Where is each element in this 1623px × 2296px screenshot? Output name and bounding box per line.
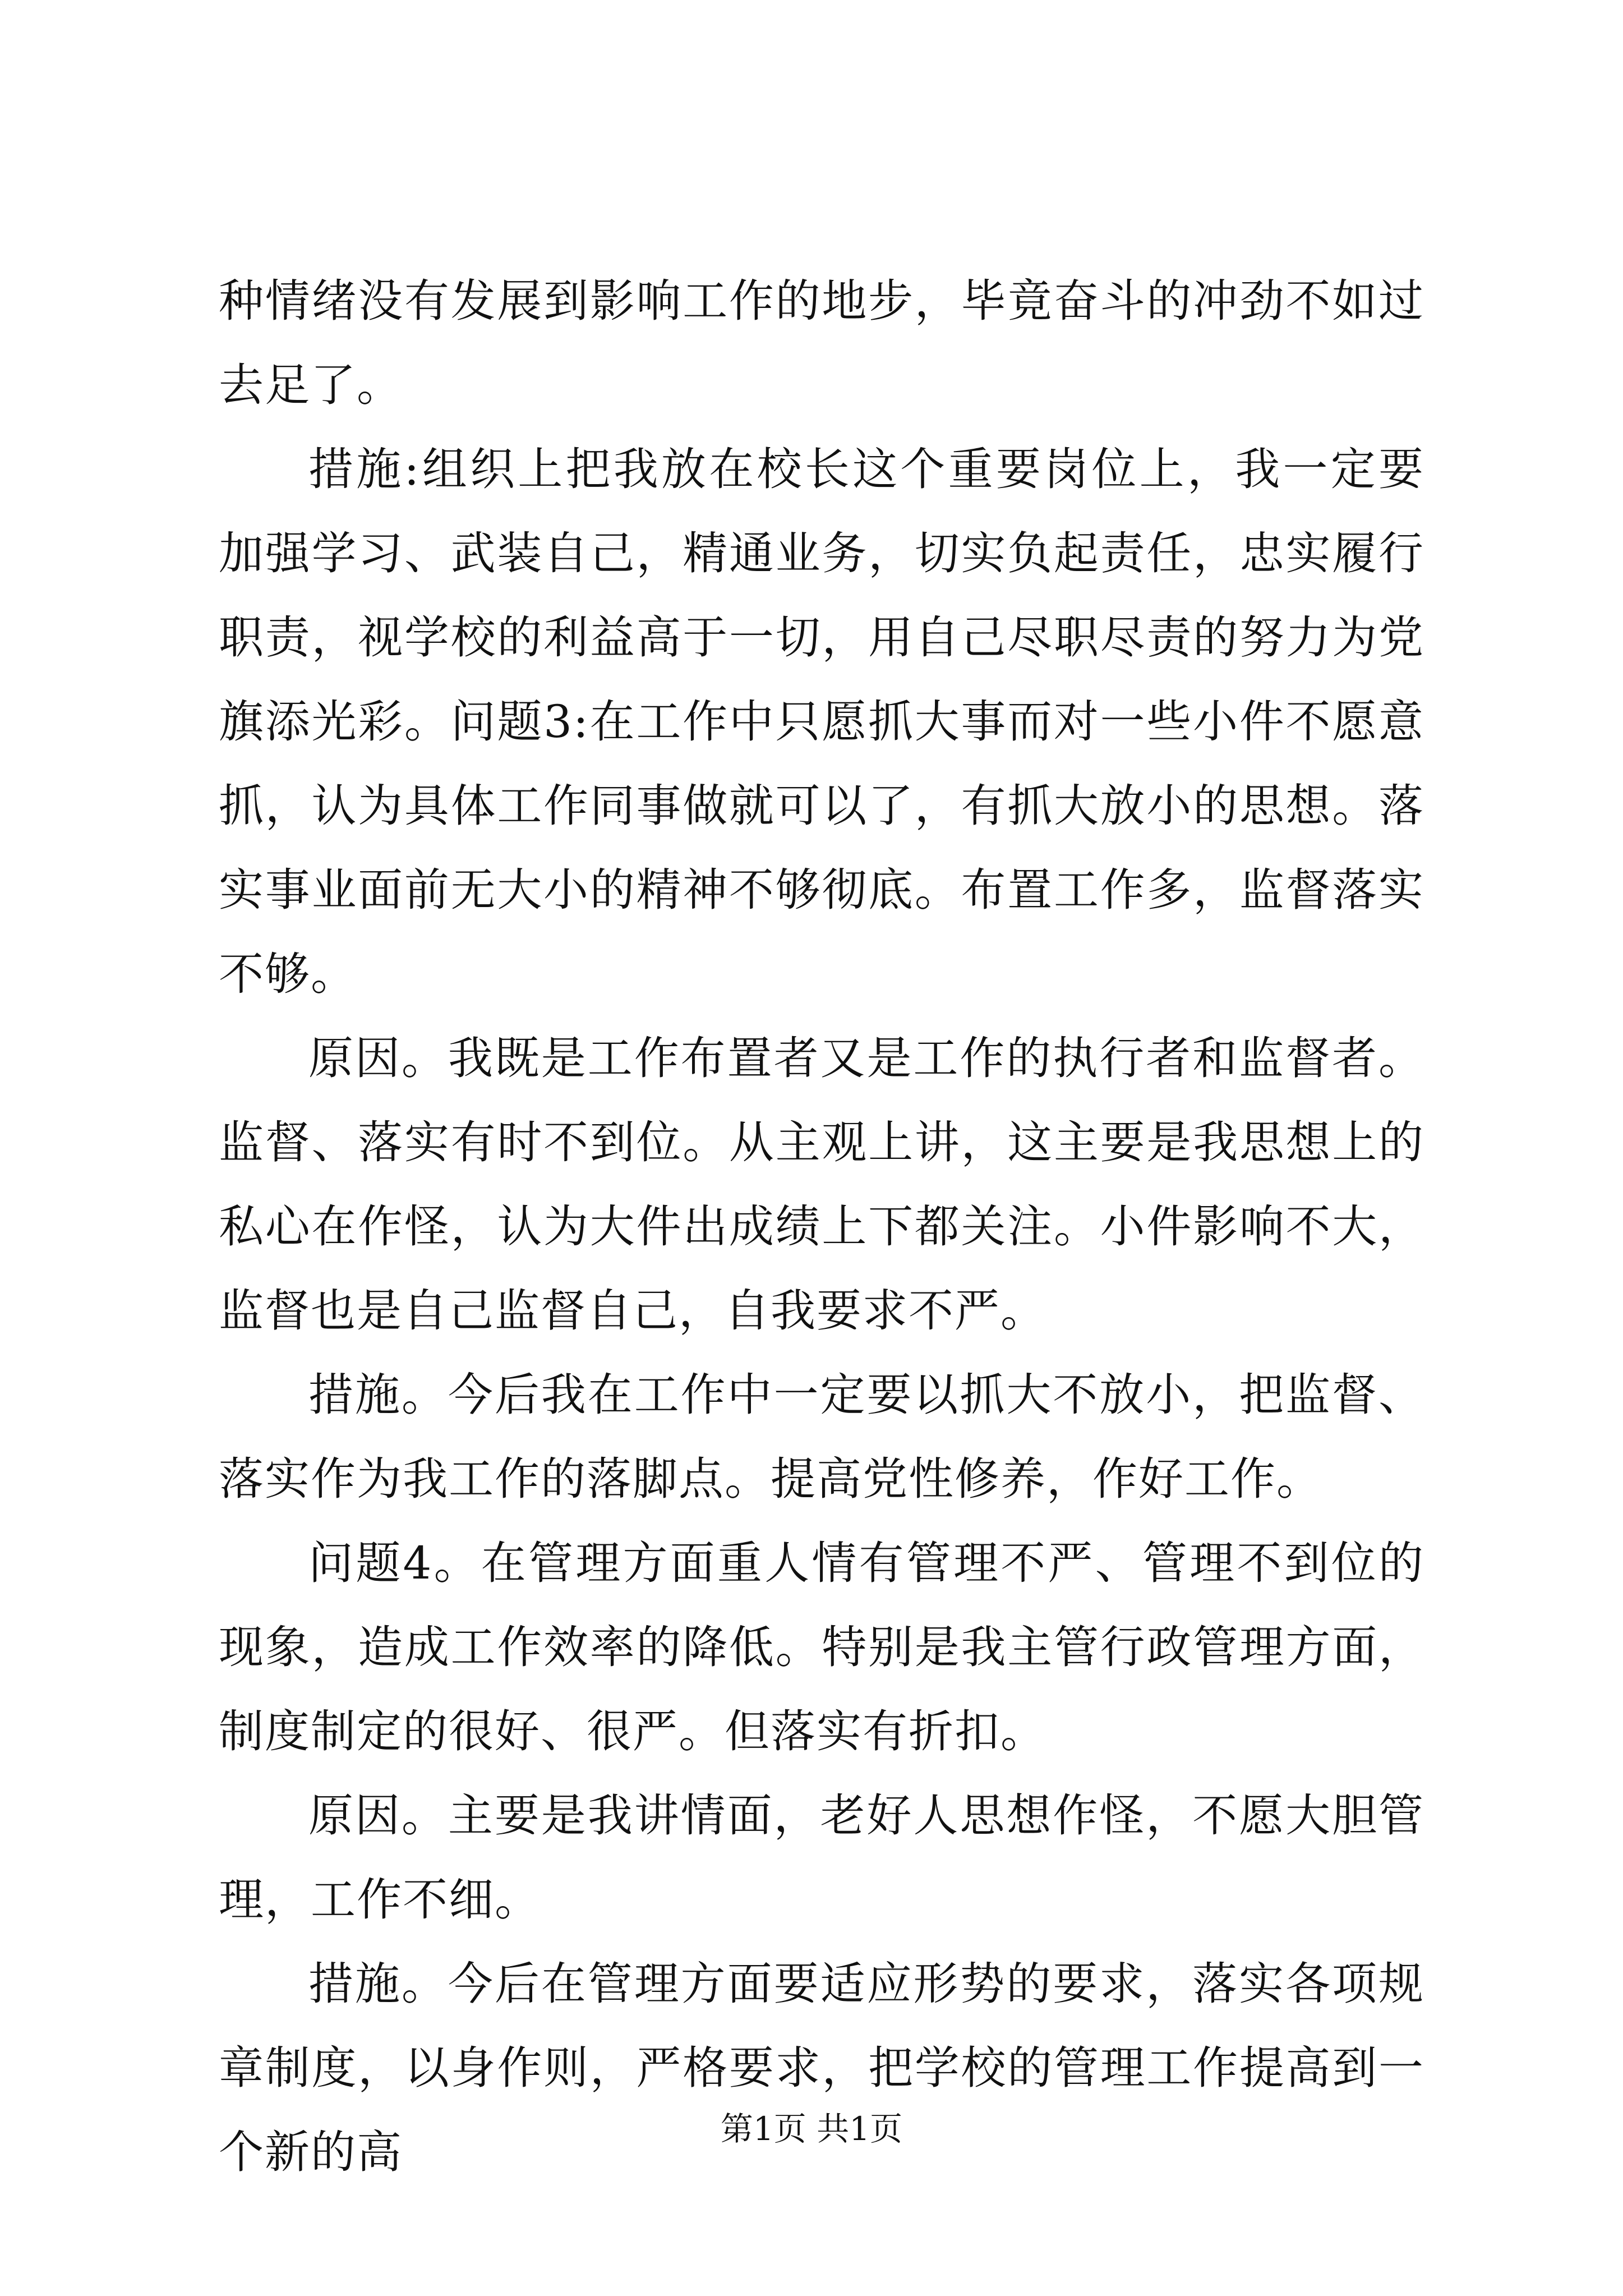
paragraph-2: 措施:组织上把我放在校长这个重要岗位上，我一定要加强学习、武装自己，精通业务，切实负起责任，忠实履行职责，视学校的利益高于一切，用自己尽职尽责的努力为党旗添光彩。问题3:在工作中只愿抓大事而对一些小件不愿意抓，认为具体工作同事做就可以了，有抓大放小的思想。落实事业面前无大小的精神不够彻底。布置工作多，监督落实不够。 <box>219 443 1424 1000</box>
paragraph-7: 措施。今后在管理方面要适应形势的要求，落实各项规章制度，以身作则，严格要求，把学校的管理工作提高到一个新的高 <box>219 1958 1424 2178</box>
paragraph-4: 措施。今后我在工作中一定要以抓大不放小，把监督、落实作为我工作的落脚点。提高党性修养，作好工作。 <box>219 1369 1424 1505</box>
paragraph-1: 种情绪没有发展到影响工作的地步，毕竟奋斗的冲劲不如过去足了。 <box>219 275 1424 411</box>
document-body <box>219 259 1424 2194</box>
paragraph-6: 原因。主要是我讲情面，老好人思想作怪，不愿大胆管理，工作不细。 <box>219 1789 1424 1926</box>
page-footer: 第1页 共1页 <box>720 2110 903 2148</box>
paragraph-5: 问题4。在管理方面重人情有管理不严、管理不到位的现象，造成工作效率的降低。特别是我主管行政管理方面，制度制定的很好、很严。但落实有折扣。 <box>219 1537 1424 1757</box>
paragraph-3: 原因。我既是工作布置者又是工作的执行者和监督者。监督、落实有时不到位。从主观上讲，这主要是我思想上的私心在作怪，认为大件出成绩上下都关注。小件影响不大，监督也是自己监督自己，自我要求不严。 <box>219 1032 1424 1337</box>
